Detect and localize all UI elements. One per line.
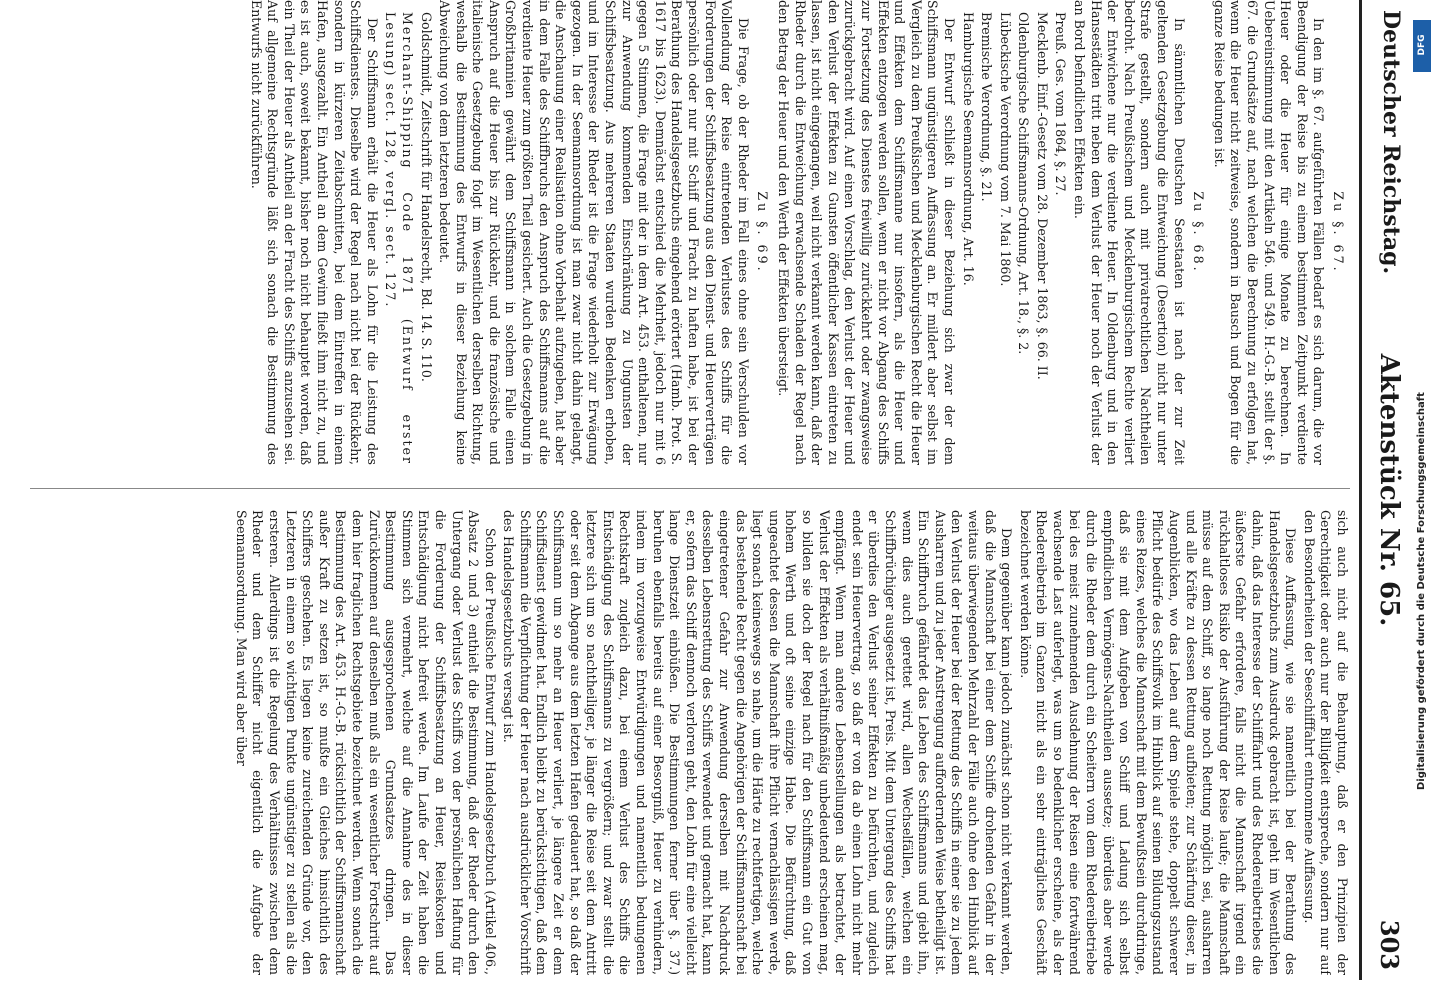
paragraph: Diese Auffassung, wie sie namentlich bei der Berathung des Handelsgesetzbuchs zum Ausdruck gebracht ist, geht im Wesentlichen dahin, daß das Interesse der Schifffahrt und des Rhedereibetriebes die äußerste Gefahr erfordere, falls nicht die Mannschaft irgend ein rückhaltloses Risiko der Ausführung der Reise laufe; die Mannschaft müsse auf dem Schiff, so lange noch Rettung möglich sei, ausharren und alle Kräfte zu dessen Rettung aufbieten; zur Schärfung dieser, in Augenblicken, wo das Leben auf dem Spiele stehe, doppelt schwerer Pflicht bedürfe des Schiffsvolk im Hinblick auf seinen Bildungszustand eines Reizes, welches die Mannschaft mit dem Bewußtsein durchdringe, daß sie mit dem Aufgeben von Schiff und Ladung sich selbst empfindlichen Vermögens-Nachtheilen aussetze; überdies aber werde durch die Rheder dem durch ein Scheitern vom dem Rhedereibetriebe bei des meist zunehmenden Ausdehnung der Reisen eine fortwährend wachsende Last auferlegt, was um so bedenklicher erscheine, als der Rhedereibetrieb im Ganzen nicht als ein sehr einträgliches Geschäft bezeichnet werden könne. xyxy=(1017,510,1299,975)
paragraph: In sämmtlichen Deutschen Seestaaten ist nach der zur Zeit geltenden Gesetzgebung die Entweichung (Desertion) nicht nur unter Strafe gestellt, sondern auch mit privatrechtlichen Nachtheilen bedroht. Nach Preußischem und Mecklenburgischem Rechte verliert der Entwichene nur die verdiente Heuer. In Oldenburg und in den Hansestädten tritt neben dem Verlust der Heuer noch der Verlust der an Bord befindlichen Effekten ein. xyxy=(1072,0,1187,465)
paragraph: In den im §. 67. aufgeführten Fällen bedarf es sich darum, die vor Beendigung der Reise bis zu einem bestimmten Zeitpunkt verdiente Heuer oder die Heuer für einige Monate zu berechnen. In Uebereinstimmung mit den Artikeln 546. und 549. H.-G.-B. stellt der §. 67. die Grundsätze auf, nach welchen die Berechnung zu erfolgen hat, wenn die Heuer nicht zeitweise, sondern in Bausch und Bogen für die ganze Reise bedungen ist. xyxy=(1211,0,1327,465)
reference-line: Goldschmidt, Zeitschrift für Handelsrecht, Bd. 14. S. 110. xyxy=(418,12,434,382)
running-title: Deutscher Reichstag. xyxy=(1378,10,1404,275)
paragraph: Der Schiffsmann erhält die Heuer als Lohn für die Leistung des Schiffsdienstes. Dieselbe wird der Regel nach nicht bei der Rückkehr, sondern in kürzeren Zeitabschnitten, bei dem Eintreffen in einem Hafen, ausgezahlt. Ein Antheil an dem Gewinn fließt ihm nicht zu, und es ist auch, soweit bekannt, bisher noch nicht behauptet worden, daß ein Theil der Heuer als Antheil an der Fracht des Schiffs anzusehen sei. Auf allgemeine Rechtsgründe läßt sich sonach die Bestimmung des Entwurfs nicht zurückführen. xyxy=(248,0,380,465)
reference-line: Oldenburgische Schiffsmanns-Ordnung, Art. 18., §. 2. xyxy=(1016,12,1032,355)
document-number: Aktenstück Nr. 65. xyxy=(1374,353,1404,627)
reference-line: Bremische Verordnung, §. 21. xyxy=(979,12,995,202)
paragraph: Die Frage, ob der Rheder im Fall eines ohne sein Verschulden vor Vollendung der Reise eintretenden Verlustes des Schiffs für die Forderungen der Schiffsbesatzung aus den Dienst- und Heuerverträgen persönlich oder nur mit Schiff und Fracht zu haften habe, ist bei der Berathung des Handelsgesetzbuchs eingehend erörtert (Hamb. Prot. S. 1617 bis 1623). Demnächst entschied die Mehrheit, jedoch nur mit 6 gegen 5 Stimmen, die Frage mit der in dem Art. 453. enthaltenen, nur zur Anwendung kommenden Einschränkung zu Ungunsten der Schiffsbesatzung. Aus mehreren Staaten wurden Bedenken erhoben, und im Interesse der Rheder ist die Frage wiederholt zur Erwägung gezogen. In der Seemannsordnung ist man zwar nicht dahin gelangt, die Anschauung einer Realisation ohne Vorbehalt aufzugeben, hat aber in dem Falle des Schiffbruchs den Anspruch des Schiffsmanns auf die verdiente Heuer zum größten Theil gesichert. Auch die Gesetzgebung in Großbritannien gewährt dem Schiffsmann in solchem Falle einen Anspruch auf die Heuer bis zur Rückkehr, und die französische und italienische Gesetzgebung folgt im Wesentlichen derselben Richtung, weshalb die Bestimmung des Entwurfs in dieser Beziehung keine Abweichung von dem letzteren bedeutet. xyxy=(437,0,751,465)
section-heading: Zu §. 67. xyxy=(1331,191,1346,274)
digitization-credit xyxy=(1415,20,1429,790)
paragraph: Schon der Preußische Entwurf zum Handelsgesetzbuch (Artikel 406., Absatz 2 und 3) enthielt die Bestimmung, daß der Rheder durch den Untergang oder Verlust des Schiffs von der persönlichen Haftung für die Forderung der Schiffsbesatzung an Heuer, Reisekosten und Entschädigung nicht befreit werde. Im Laufe der Zeit haben die Stimmen sich vermehrt, welche auf die Annahme des in dieser Bestimmung ausgesprochenen Grundsatzes dringen. Das Zurückkommen auf denselben muß als ein wesentlicher Fortschritt auf dem hier fraglichen Rechtsgebiete bezeichnet werden. Wenn sonach die Bestimmung des Art. 453. H.-G.-B. rücksichtlich der Schiffsmannschaft außer Kraft zu setzen ist, so mußte ein Gleiches hinsichtlich des Schiffers geschehen. Es liegen keine zureichenden Gründe vor, den Letzteren in einem so wichtigen Punkte ungünstiger zu stellen als die ersteren. Allerdings ist die Regelung des Verhältnisses zwischen dem Rheder und dem Schiffer nicht eigentlich die Aufgabe der Seemannsordnung. Man wird aber über xyxy=(233,510,498,975)
section-heading: Zu §. 69. xyxy=(755,191,771,274)
right-column xyxy=(30,510,1350,975)
paragraph: Der Entwurf schließt in dieser Beziehung sich zwar der dem Schiffsmann ungünstigeren Auffassung an. Er mildert aber selbst im Vergleich zu dem Preußischen und Mecklenburgischen Recht die Heuer und Effekten dem Schiffsmanne nur insofern, als die Heuer und Effekten entzogen werden sollen, wenn er nicht vor Abgang des Schiffs zur Fortsetzung des Dienstes freiwillig zurückkehrt oder zwangsweise zurückgebracht wird. Auf einen Vorschlag, den Verlust der Heuer und den Verlust der Effekten zu Gunsten öffentlicher Kassen eintreten zu lassen, ist nicht eingegangen, weil nicht verkannt werden kann, daß der Rheder durch die Entweichung erwachsende Schaden der Regel nach den Betrag der Heuer und den Werth der Effekten übersteigt. xyxy=(776,0,957,465)
reference-line: Hamburgische Seemannsordnung, Art. 16. xyxy=(960,12,976,286)
reference-line: Merchant-Shipping Code 1871 (Entwurf erster Lesung) sect. 128, vergl. sect. 127. xyxy=(383,12,415,465)
reference-line: Mecklenb. Einf.-Gesetz vom 28. Dezember 1863, §. 66. II. xyxy=(1034,12,1050,380)
section-heading: Zu §. 68. xyxy=(1191,191,1207,274)
document-page xyxy=(22,0,1412,980)
left-column xyxy=(30,0,1350,465)
paragraph: Dem gegenüber kann jedoch zunächst schon nicht verkannt werden, daß die Mannschaft bei einer dem Schiffe drohenden Gefahr in der weitaus überwiegenden Mehrzahl der Fälle auch ohne den Hinblick auf den Verlust der Heuer bei der Rettung des Schiffs in einer sie zu jedem Ausharren und zu jeder Anstrengung auffordernden Weise betheiligt ist. Ein Schiffbruch gefährdet das Leben des Schiffsmanns und giebt ihn, wenn dies auch gerettet wird, allen Wechselfällen, welchen ein Schiffbrüchiger ausgesetzt ist, Preis. Mit dem Untergang des Schiffs hat er überdies den Verlust seiner Effekten zu befürchten, und zugleich endet sein Heuervertrag, so daß er von da ab einen Lohn nicht mehr empfängt. Wenn man andere Lebensstellungen als betrachtet, der Verlust der Effekten als verhältnißmäßig unbedeutend erscheinen mag, so bilden sie doch der Regel nach für den Schiffsmann ein Gut von hohem Werth und oft seine einzige Habe. Die Befürchtung, daß ungeachtet dessen die Mannschaft ihre Pflicht vernachlässigen werde, liegt sonach keineswegs so nahe, um die Härte zu rechtfertigen, welche das bestehende Recht gegen die Angehörigen der Schiffsmannschaft bei eingetretener Gefahr zur Anwendung derselben mit Nachdruck desselben Lebensrettung des Schiffs verwendet und gemacht hat, kann er, sofern das Schiff dennoch verloren geht, den Lohn für eine vielleicht lange Dienstzeit einbüßen. Die Bestimmungen ferner über §. 37.) beruhen ebenfalls bereits auf einer Besorgniß, Heuer zu verhindern, indem im vorzugweise Entwürdigungen und namentlich bedungenen Rechtskraft zugleich dazu, bei einem Verlust des Schiffs die Entschädigung des Schiffsmanns zu vergrößern; und zwar stellt die letztere sich um so nachtheiliger, je länger die Reise seit dem Antritt oder seit dem Abgange aus dem letzten Hafen gedauert hat, so daß der Schiffsmann um so mehr an Heuer verliert, je längere Zeit er dem Schiffsdienst gewidmet hat. Endlich bleibt zu berücksichtigen, daß dem Schiffsmann die Verpflichtung der Heuer nach ausdrücklicher Vorschrift des Handelsgesetzbuchs versagt ist. xyxy=(501,510,1015,975)
reference-line: Lübeckische Verordnung vom 7. Mai 1860. xyxy=(997,12,1013,287)
credit-text: Digitalisierung gefördert durch die Deutsche Forschungsgemeinschaft xyxy=(1416,392,1427,790)
dfg-logo-label: DFG xyxy=(1417,34,1427,56)
page-header xyxy=(1352,0,1412,980)
page-number: 303 xyxy=(1375,919,1404,970)
header-rule xyxy=(1359,0,1362,980)
column-divider xyxy=(30,488,1350,489)
reference-line: Preuß. Ges. vom 1864, §. 27. xyxy=(1053,12,1069,196)
paragraph: sich auch nicht auf die Behauptung, daß er den Prinzipien der Gerechtigkeit oder auch nur der Billigkeit entspreche, sondern nur auf den Besonderheiten der Seeschifffahrt entnommene Auffassung. xyxy=(1301,510,1350,975)
